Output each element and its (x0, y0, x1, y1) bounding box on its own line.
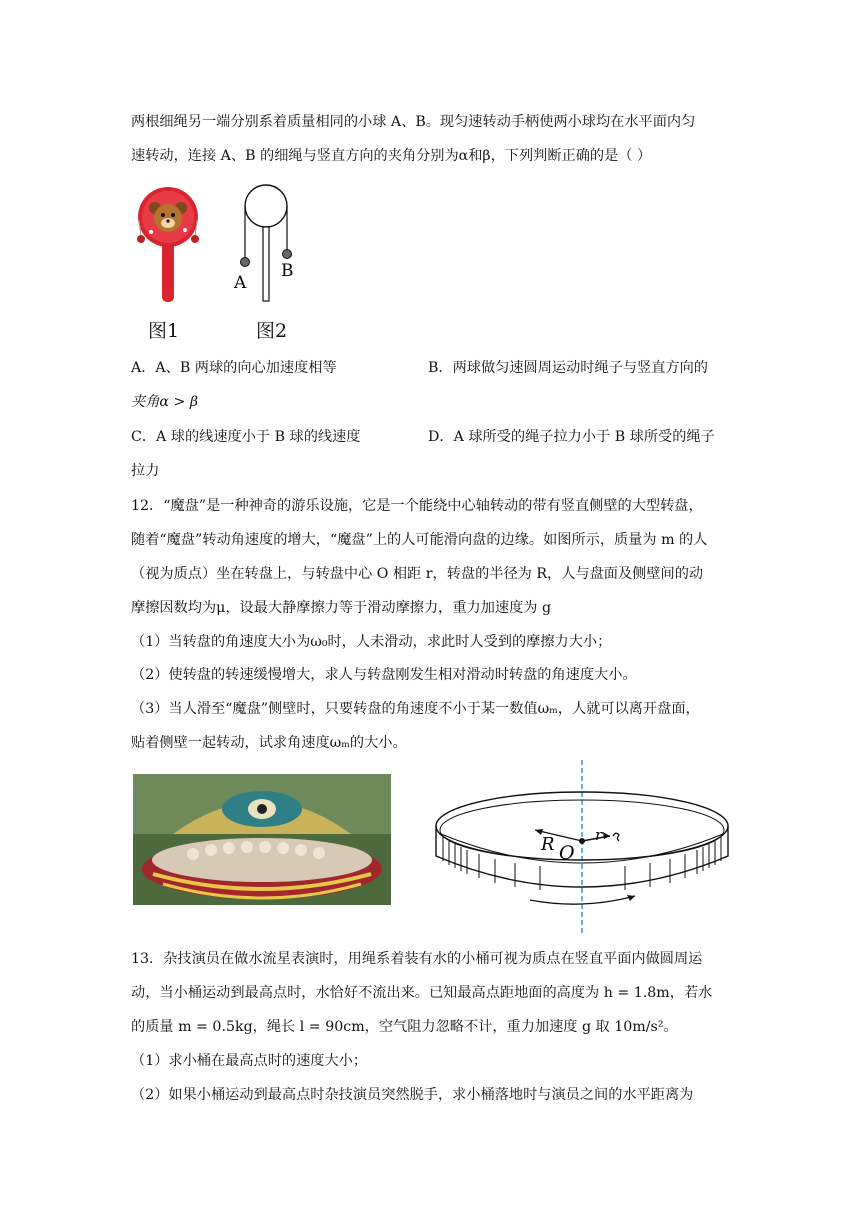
q11-line-2: 速转动，连接 A、B 的细绳与竖直方向的夹角分别为α和β，下列判断正确的是（ ） (131, 148, 652, 164)
q11-line-1: 两根细绳另一端分别系着质量相同的小球 A、B。现匀速转动手柄使两小球均在水平面内匀 (131, 114, 696, 130)
option-b: B．两球做匀速圆周运动时绳子与竖直方向的 (428, 360, 708, 376)
q13-sub-2: （2）如果小桶运动到最高点时杂技演员突然脱手，求小桶落地时与演员之间的水平距离为 (131, 1087, 694, 1103)
q12-line-2: 随着“魔盘”转动角速度的增大，“魔盘”上的人可能滑向盘的边缘。如图所示，质量为 m 的人 (131, 532, 708, 548)
option-a: A．A、B 两球的向心加速度相等 (131, 360, 337, 376)
disc-diagram (435, 758, 735, 933)
option-d-cont: 拉力 (131, 463, 160, 479)
center-label-O: O (559, 842, 575, 864)
q13-line-3: 的质量 m = 0.5kg，绳长 l = 90cm，空气阻力忽略不计，重力加速度 g 取 10m/s²。 (131, 1019, 678, 1035)
q12-sub-3b: 贴着侧壁一起转动，试求角速度ωₘ的大小。 (131, 735, 407, 751)
distance-label-r: r (595, 826, 603, 844)
fig1-caption: 图1 (148, 320, 180, 342)
ball-b-label: B (281, 261, 294, 281)
magic-disc-photo (133, 774, 391, 905)
q13-sub-1: （1）求小桶在最高点时的速度大小； (131, 1053, 368, 1069)
rattle-drum-figure (133, 184, 203, 304)
q12-sub-3a: （3）当人滑至“魔盘”侧壁时，只要转盘的角速度不小于某一数值ωₘ，人就可以离开盘面， (131, 701, 700, 717)
fig2-caption: 图2 (256, 320, 288, 342)
q12-line-1: 12．“魔盘”是一种神奇的游乐设施，它是一个能绕中心轴转动的带有竖直侧壁的大型转盘， (131, 498, 703, 514)
q12-line-3: （视为质点）坐在转盘上，与转盘中心 O 相距 r，转盘的半径为 R，人与盘面及侧壁间的动 (131, 566, 704, 582)
option-b-cont: 夹角α > β (131, 394, 199, 410)
ball-a-label: A (234, 273, 247, 293)
option-c: C．A 球的线速度小于 B 球的线速度 (131, 429, 361, 445)
q12-sub-1: （1）当转盘的角速度大小为ω₀时，人未滑动，求此时人受到的摩擦力大小； (131, 634, 612, 650)
rattle-diagram-figure (232, 184, 302, 309)
q12-sub-2: （2）使转盘的转速缓慢增大，求人与转盘刚发生相对滑动时转盘的角速度大小。 (131, 667, 637, 683)
q13-line-1: 13．杂技演员在做水流星表演时，用绳系着装有水的小桶可视为质点在竖直平面内做圆周运 (131, 951, 703, 967)
option-d: D．A 球所受的绳子拉力小于 B 球所受的绳子 (428, 429, 715, 445)
q12-line-4: 摩擦因数均为μ，设最大静摩擦力等于滑动摩擦力，重力加速度为 g (131, 600, 552, 616)
q13-line-2: 动，当小桶运动到最高点时，水恰好不流出来。已知最高点距地面的高度为 h = 1.8m，若水 (131, 985, 713, 1001)
radius-label-R: R (541, 834, 555, 855)
